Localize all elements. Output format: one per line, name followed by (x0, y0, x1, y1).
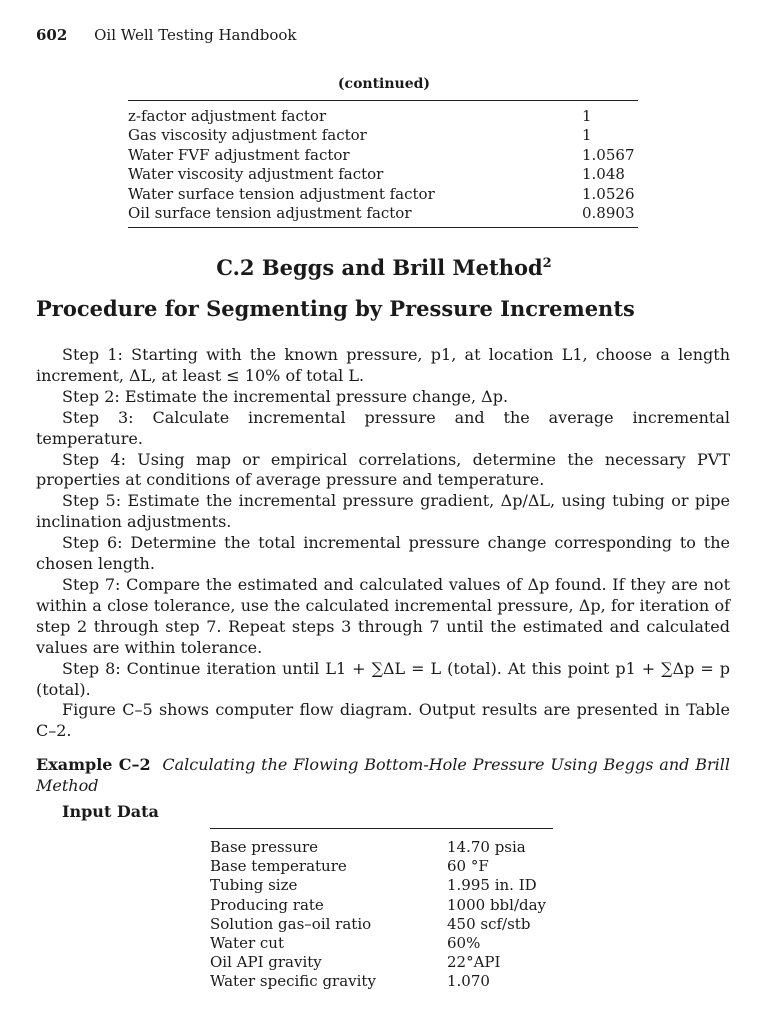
step-paragraph: Step 5: Estimate the incremental pressure gradient, Δp/ΔL, using tubing or pipe inclination adjustments. (36, 491, 730, 532)
figure-reference-paragraph: Figure C–5 shows computer flow diagram. Output results are presented in Table C–2. (36, 700, 730, 741)
row-label: Water viscosity adjustment factor (128, 165, 384, 184)
row-value: 1.0526 (582, 184, 635, 203)
input-data-table (210, 828, 553, 992)
input-data-heading: Input Data (62, 802, 159, 821)
table-row (210, 838, 553, 857)
row-label: Oil API gravity (210, 953, 322, 972)
row-value: 22°API (447, 953, 501, 972)
table-row (210, 934, 553, 953)
continued-label: (continued) (337, 76, 431, 92)
row-value: 0.8903 (582, 204, 635, 223)
row-value: 1.995 in. ID (447, 876, 537, 895)
row-label: Water surface tension adjustment factor (128, 184, 435, 203)
table-row (128, 126, 638, 145)
row-label: Base temperature (210, 857, 347, 876)
row-value: 1.070 (447, 972, 490, 991)
row-label: Water cut (210, 934, 284, 953)
row-value: 14.70 psia (447, 838, 526, 856)
step-paragraph: Step 2: Estimate the incremental pressure change, Δp. (62, 386, 509, 406)
row-label: Water specific gravity (210, 972, 376, 991)
table-row (210, 876, 553, 895)
row-label: Producing rate (210, 895, 324, 914)
table-row (210, 857, 553, 876)
book-title: Oil Well Testing Handbook (94, 26, 297, 44)
procedure-steps (36, 345, 730, 742)
row-value: 60 °F (447, 857, 489, 876)
step-paragraph: Step 3: Calculate incremental pressure and the average incremental temperature. (36, 407, 730, 448)
row-value: 450 scf/stb (447, 914, 531, 933)
section-title: C.2 Beggs and Brill Method$^2$ (216, 255, 552, 280)
table-row (128, 165, 638, 184)
row-label: Tubing size (210, 876, 298, 895)
row-value: 1.0567 (582, 145, 635, 164)
step-paragraph: Step 8: Continue iteration until L1 + ∑ΔL = L (total). At this point p1 + ∑Δp = p (total). (36, 658, 730, 699)
row-label: z-factor adjustment factor (128, 107, 327, 125)
table-row (128, 146, 638, 165)
row-label: Gas viscosity adjustment factor (128, 126, 367, 145)
table-row (210, 972, 553, 991)
row-label: Water FVF adjustment factor (128, 145, 350, 164)
row-value: 1 (582, 107, 592, 125)
table-row (128, 107, 638, 126)
running-header (36, 26, 297, 44)
subsection-title: Procedure for Segmenting by Pressure Increments (36, 296, 635, 321)
table-row (128, 185, 638, 204)
row-label: Base pressure (210, 838, 319, 856)
footnote-marker: 2 (542, 256, 552, 271)
table-row (210, 953, 553, 972)
row-label: Oil surface tension adjustment factor (128, 204, 412, 223)
example-heading (36, 754, 730, 796)
page-number: 602 (36, 26, 68, 44)
table-row (210, 896, 553, 915)
step-paragraph: Step 1: Starting with the known pressure, p1, at location L1, choose a length increment, ΔL, at least ≤ 10% of total L. (36, 345, 730, 385)
adjustment-factor-table (128, 100, 638, 228)
table-row (210, 915, 553, 934)
step-paragraph: Step 7: Compare the estimated and calculated values of Δp found. If they are not within a close tolerance, use the calculated incremental pressure, Δp, for iteration of step 2 through step 7. Repeat steps 3 through 7 until the estimated and calculated values are within tolerance. (36, 574, 730, 657)
row-label: Solution gas–oil ratio (210, 914, 372, 933)
step-paragraph: Step 6: Determine the total incremental pressure change corresponding to the chosen length. (36, 533, 730, 574)
table-row (128, 204, 638, 223)
row-value: 1.048 (582, 165, 625, 184)
example-title: Calculating the Flowing Bottom-Hole Pressure Using Beggs and Brill Method (36, 755, 731, 795)
step-paragraph: Step 4: Using map or empirical correlations, determine the necessary PVT properties at conditions of average pressure and temperature. (36, 449, 730, 490)
example-label: Example C–2 (36, 755, 151, 774)
row-value: 1 (582, 126, 592, 145)
row-value: 1000 bbl/day (447, 895, 547, 914)
row-value: 60% (447, 934, 481, 953)
